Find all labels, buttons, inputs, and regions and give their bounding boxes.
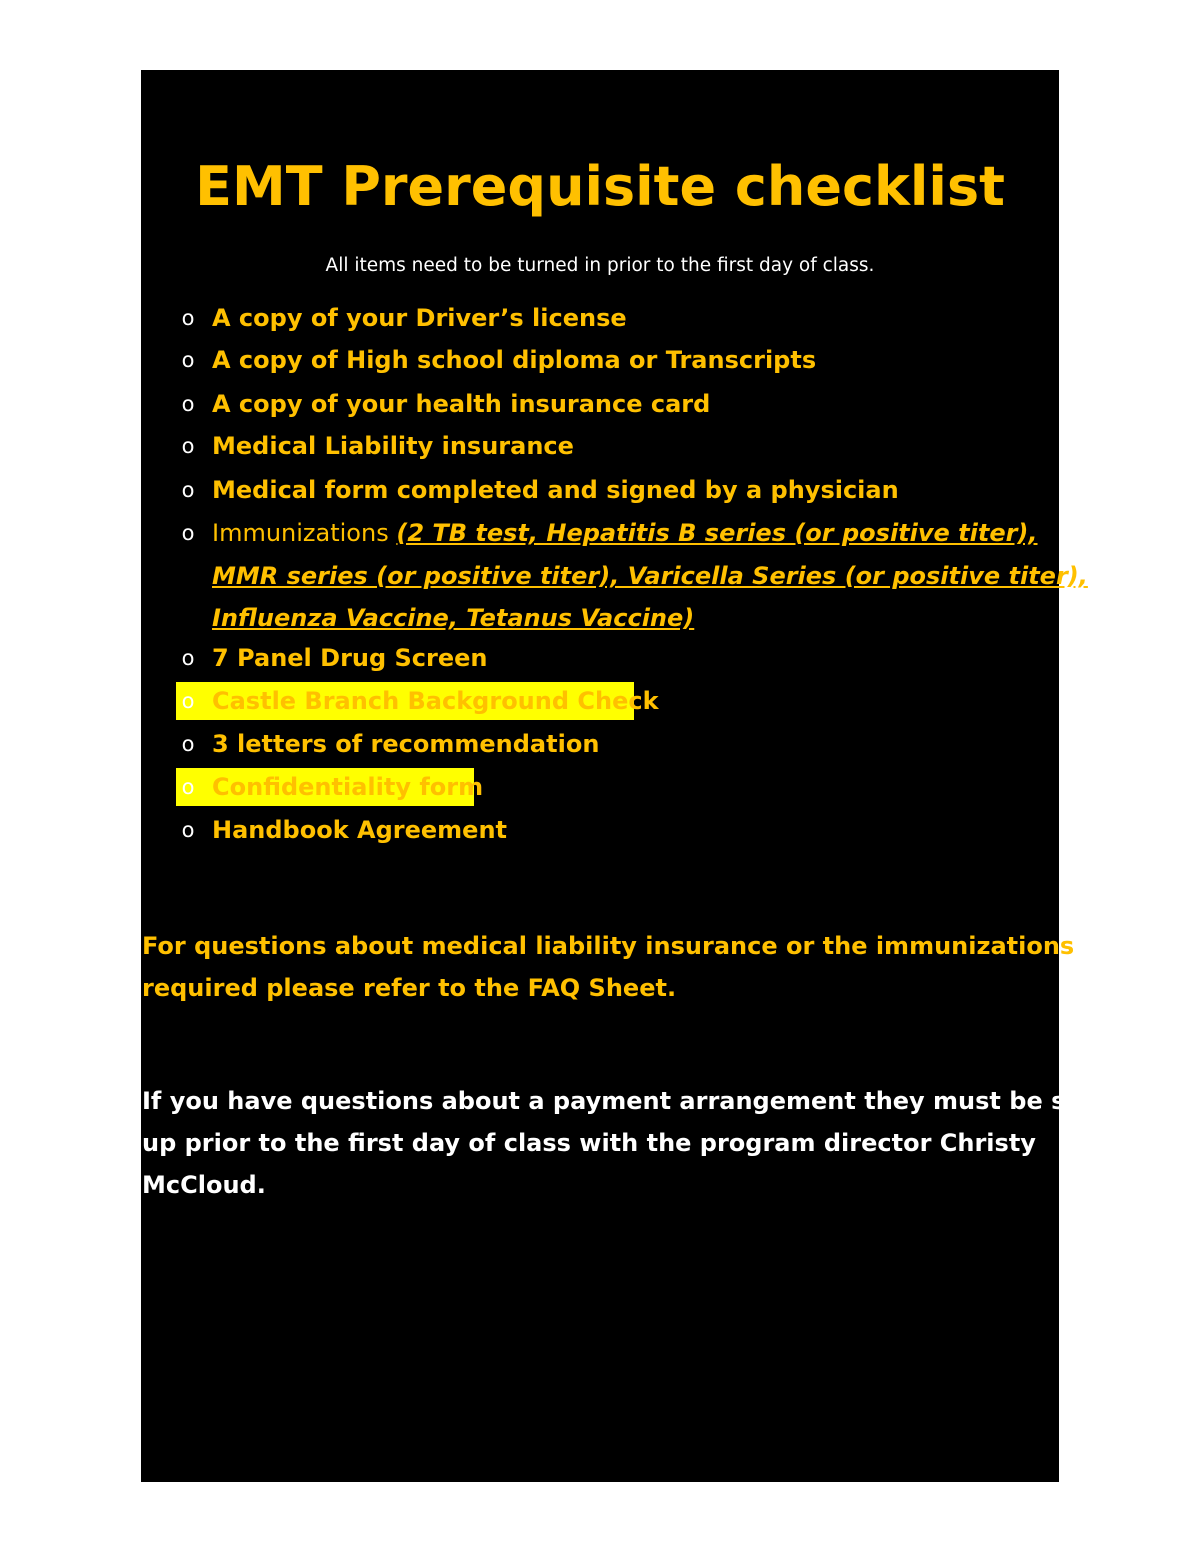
checklist-item-label: 3 letters of recommendation [212,730,600,758]
payment-note-line: up prior to the first day of class with the program director Christy [142,1129,1036,1157]
page-subtitle: All items need to be turned in prior to the first day of class. [325,255,875,276]
bullet-icon: o [181,689,195,713]
checklist-item-label [212,516,1038,550]
checklist-item-label: Castle Branch Background Check [212,687,659,715]
page-title: EMT Prerequisite checklist [195,155,1005,218]
checklist-item-label: Confidentiality form [212,773,484,801]
immunizations-detail-line-1: (2 TB test, Hepatitis B series (or positive titer), [396,519,1038,547]
payment-note-line: McCloud. [142,1171,266,1199]
immunizations-detail-line-2: MMR series (or positive titer), Varicella Series (or positive titer), [212,562,1088,590]
bullet-icon: o [181,478,195,502]
faq-note-line: required please refer to the FAQ Sheet. [142,974,677,1002]
checklist-item-label: Handbook Agreement [212,816,508,844]
document-page [141,70,1094,1482]
checklist-item-label: Medical form completed and signed by a physician [212,476,899,504]
checklist-item-label: A copy of High school diploma or Transcripts [212,346,817,374]
bullet-icon: o [181,775,195,799]
payment-note-line: If you have questions about a payment arrangement they must be set [142,1087,1094,1115]
bullet-icon: o [181,818,195,842]
checklist-item-label: 7 Panel Drug Screen [212,644,488,672]
checklist-item-label: Medical Liability insurance [212,432,574,460]
bullet-icon: o [181,306,195,330]
immunizations-label: Immunizations [212,519,397,547]
bullet-icon: o [181,732,195,756]
faq-note-line: For questions about medical liability insurance or the immunizations [142,932,1075,960]
bullet-icon: o [181,646,195,670]
bullet-icon: o [181,392,195,416]
bullet-icon: o [181,434,195,458]
bullet-icon: o [181,348,195,372]
checklist-item-label: A copy of your health insurance card [212,390,711,418]
payment-note [142,1080,1094,1206]
immunizations-detail-line-3: Influenza Vaccine, Tetanus Vaccine) [212,604,695,632]
checklist-item-label: A copy of your Driver’s license [212,304,627,332]
faq-note [142,925,1075,1009]
bullet-icon: o [181,521,195,545]
